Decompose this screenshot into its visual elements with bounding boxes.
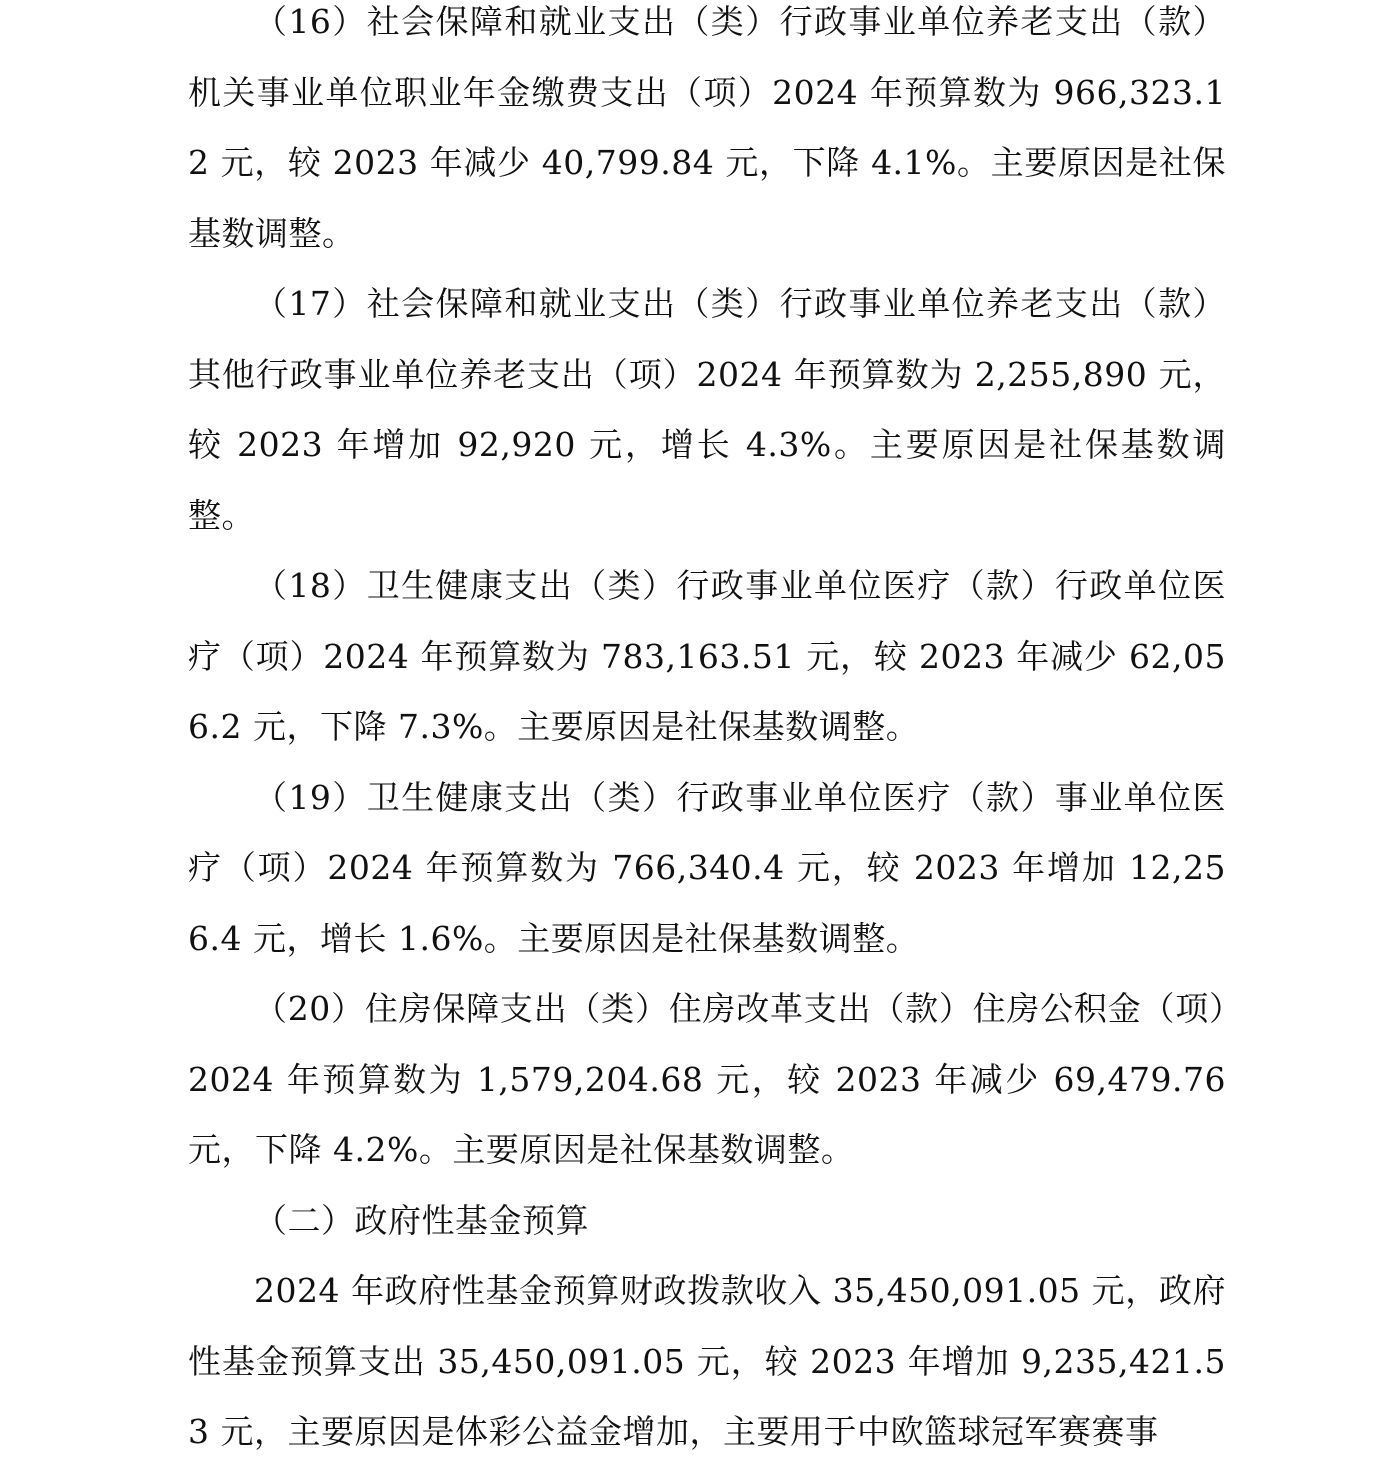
paragraph-20: （20）住房保障支出（类）住房改革支出（款）住房公积金（项）2024 年预算数为 1,579,204.68 元，较 2023 年减少 69,479.76 元，下降 4.2%。主要原因是社保基数调整。 <box>188 989 1226 1169</box>
document-page <box>188 0 1226 1457</box>
section-heading: （二）政府性基金预算 <box>254 1200 589 1240</box>
paragraph-19: （19）卫生健康支出（类）行政事业单位医疗（款）事业单位医疗（项）2024 年预算数为 766,340.4 元，较 2023 年增加 12,256.4 元，增长 1.6%。主要原因是社保基数调整。 <box>188 777 1226 958</box>
paragraph-government-fund: 2024 年政府性基金预算财政拨款收入 35,450,091.05 元，政府性基金预算支出 35,450,091.05 元，较 2023 年增加 9,235,421.53 元，主要原因是体彩公益金增加，主要用于中欧篮球冠军赛赛事 <box>188 1271 1226 1451</box>
paragraph-18: （18）卫生健康支出（类）行政事业单位医疗（款）行政单位医疗（项）2024 年预算数为 783,163.51 元，较 2023 年减少 62,056.2 元，下降 7.3%。主要原因是社保基数调整。 <box>188 566 1226 746</box>
paragraph-17: （17）社会保障和就业支出（类）行政事业单位养老支出（款）其他行政事业单位养老支出（项）2024 年预算数为 2,255,890 元，较 2023 年增加 92,920 元，增长 4.3%。主要原因是社保基数调整。 <box>188 284 1226 535</box>
paragraph-16: （16）社会保障和就业支出（类）行政事业单位养老支出（款）机关事业单位职业年金缴费支出（项）2024 年预算数为 966,323.12 元，较 2023 年减少 40,799.84 元，下降 4.1%。主要原因是社保基数调整。 <box>188 2 1226 253</box>
